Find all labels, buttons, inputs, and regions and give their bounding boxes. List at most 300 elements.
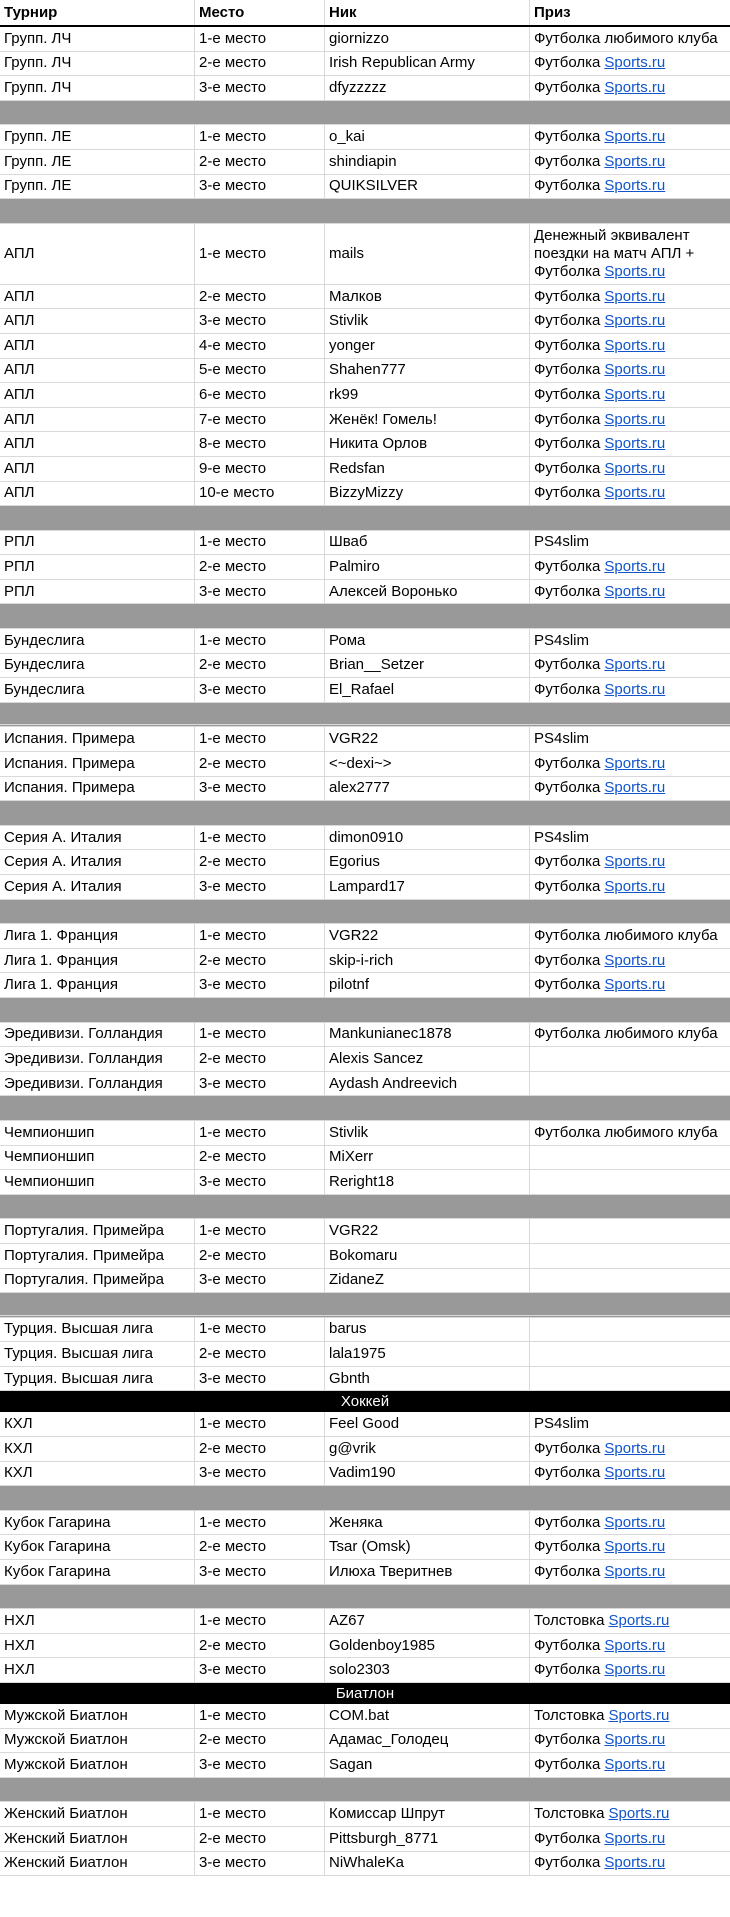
- sports-ru-link[interactable]: Sports.ru: [604, 681, 666, 699]
- sports-ru-link[interactable]: Sports.ru: [604, 1755, 666, 1773]
- prize-cell: [530, 1412, 730, 1436]
- prize-cell: [530, 629, 730, 653]
- tournament-cell: НХЛ: [0, 1658, 195, 1682]
- table-row: [0, 1244, 730, 1269]
- nick-cell: Женёк! Гомель!: [325, 408, 530, 432]
- tournament-cell: Португалия. Примейра: [0, 1219, 195, 1243]
- place-cell: 3-е место: [195, 973, 325, 997]
- section-banner: [0, 1683, 730, 1704]
- tournament-cell: Мужской Биатлон: [0, 1704, 195, 1728]
- prize-text: Футболка: [534, 582, 601, 600]
- table-row: [0, 1704, 730, 1729]
- tournament-cell: Испания. Примера: [0, 777, 195, 801]
- tournament-cell: Серия А. Италия: [0, 850, 195, 874]
- prize-cell: [530, 1609, 730, 1633]
- prize-text: Толстовка: [534, 1706, 605, 1724]
- separator-row: [0, 604, 730, 629]
- place-cell: 6-е место: [195, 383, 325, 407]
- table-row: [0, 924, 730, 949]
- tournament-cell: Кубок Гагарина: [0, 1560, 195, 1584]
- prize-text: Футболка: [534, 1562, 601, 1580]
- tournament-cell: Групп. ЛЧ: [0, 52, 195, 76]
- separator-row: [0, 998, 730, 1023]
- prize-cell: [530, 875, 730, 899]
- place-cell: 2-е место: [195, 1437, 325, 1461]
- nick-cell: Илюха Тверитнев: [325, 1560, 530, 1584]
- nick-cell: Brian__Setzer: [325, 654, 530, 678]
- prize-text: Футболка: [534, 779, 601, 797]
- sports-ru-link[interactable]: Sports.ru: [604, 754, 666, 772]
- sports-ru-link[interactable]: Sports.ru: [604, 459, 666, 477]
- nick-cell: Pittsburgh_8771: [325, 1827, 530, 1851]
- prize-text: Футболка: [534, 1731, 601, 1749]
- place-cell: 1-е место: [195, 727, 325, 751]
- prize-text: Футболка: [534, 1513, 601, 1531]
- tournament-cell: РПЛ: [0, 531, 195, 555]
- tournament-cell: Лига 1. Франция: [0, 924, 195, 948]
- place-cell: 1-е место: [195, 1412, 325, 1436]
- table-row: [0, 777, 730, 802]
- tournament-cell: Кубок Гагарина: [0, 1535, 195, 1559]
- table-row: [0, 150, 730, 175]
- place-cell: 2-е место: [195, 1146, 325, 1170]
- prize-cell: [530, 1535, 730, 1559]
- place-cell: 1-е место: [195, 1704, 325, 1728]
- place-cell: 3-е место: [195, 1560, 325, 1584]
- nick-cell: Redsfan: [325, 457, 530, 481]
- nick-cell: yonger: [325, 334, 530, 358]
- place-cell: 1-е место: [195, 1219, 325, 1243]
- sports-ru-link[interactable]: Sports.ru: [604, 1538, 666, 1556]
- table-row: [0, 1437, 730, 1462]
- tournament-cell: Турция. Высшая лига: [0, 1367, 195, 1391]
- table-row: [0, 1535, 730, 1560]
- tournament-cell: Серия А. Италия: [0, 826, 195, 850]
- prize-text: Футболка любимого клуба: [534, 29, 718, 47]
- table-row: [0, 1802, 730, 1827]
- tournament-cell: Женский Биатлон: [0, 1802, 195, 1826]
- sports-ru-link[interactable]: Sports.ru: [604, 177, 666, 195]
- place-cell: 2-е место: [195, 1342, 325, 1366]
- nick-cell: ZidaneZ: [325, 1269, 530, 1293]
- prize-text: Футболка: [534, 312, 601, 330]
- table-row: [0, 1269, 730, 1294]
- nick-cell: Shahen777: [325, 359, 530, 383]
- prize-cell: [530, 777, 730, 801]
- section-banner-label: Хоккей: [340, 1392, 390, 1410]
- prize-text: Футболка: [534, 78, 601, 96]
- nick-cell: shindiapin: [325, 150, 530, 174]
- prize-text: Футболка: [534, 459, 601, 477]
- prize-cell: [530, 383, 730, 407]
- tournament-cell: Групп. ЛЧ: [0, 27, 195, 51]
- tournament-cell: РПЛ: [0, 555, 195, 579]
- nick-cell: Stivlik: [325, 309, 530, 333]
- sports-ru-link[interactable]: Sports.ru: [604, 435, 666, 453]
- tournament-cell: Групп. ЛЕ: [0, 175, 195, 199]
- sports-ru-link[interactable]: Sports.ru: [604, 78, 666, 96]
- tournament-cell: Бундеслига: [0, 629, 195, 653]
- separator-row: [0, 1195, 730, 1220]
- sports-ru-link[interactable]: Sports.ru: [604, 1661, 666, 1679]
- prize-cell: [530, 285, 730, 309]
- place-cell: 5-е место: [195, 359, 325, 383]
- nick-cell: Комиссар Шпрут: [325, 1802, 530, 1826]
- separator-row: [0, 199, 730, 224]
- sports-ru-link[interactable]: Sports.ru: [604, 385, 666, 403]
- tournament-cell: КХЛ: [0, 1462, 195, 1486]
- tournament-cell: Турция. Высшая лига: [0, 1342, 195, 1366]
- prize-text: Футболка: [534, 1538, 601, 1556]
- table-row: [0, 678, 730, 703]
- sports-ru-link[interactable]: Sports.ru: [604, 361, 666, 379]
- sports-ru-link[interactable]: Sports.ru: [604, 976, 666, 994]
- place-cell: 2-е место: [195, 1244, 325, 1268]
- nick-cell: Lampard17: [325, 875, 530, 899]
- prize-cell: [530, 1367, 730, 1391]
- prize-cell: [530, 76, 730, 100]
- prize-cell: [530, 27, 730, 51]
- table-body: [0, 27, 730, 1876]
- sports-ru-link[interactable]: Sports.ru: [604, 951, 666, 969]
- sports-ru-link[interactable]: Sports.ru: [604, 1731, 666, 1749]
- place-cell: 1-е место: [195, 1023, 325, 1047]
- table-row: [0, 531, 730, 556]
- table-row: [0, 1121, 730, 1146]
- prize-cell: [530, 1047, 730, 1071]
- prize-cell: [530, 1802, 730, 1826]
- section-banner: [0, 1391, 730, 1412]
- place-cell: 3-е место: [195, 76, 325, 100]
- place-cell: 1-е место: [195, 1609, 325, 1633]
- nick-cell: dimon0910: [325, 826, 530, 850]
- place-cell: 1-е место: [195, 1121, 325, 1145]
- prize-cell: [530, 1729, 730, 1753]
- table-row: [0, 850, 730, 875]
- table-row: [0, 1658, 730, 1683]
- nick-cell: Sagan: [325, 1753, 530, 1777]
- sports-ru-link[interactable]: Sports.ru: [604, 54, 666, 72]
- prize-text: Футболка: [534, 1854, 601, 1872]
- place-cell: 2-е место: [195, 150, 325, 174]
- place-cell: 3-е место: [195, 1170, 325, 1194]
- tournament-cell: Групп. ЛЕ: [0, 125, 195, 149]
- prize-wrap: [534, 227, 726, 281]
- prize-cell: [530, 457, 730, 481]
- prize-text: Толстовка: [534, 1805, 605, 1823]
- prize-cell: [530, 1121, 730, 1145]
- sports-ru-link[interactable]: Sports.ru: [604, 262, 666, 280]
- sports-ru-link[interactable]: Sports.ru: [604, 1513, 666, 1531]
- sports-ru-link[interactable]: Sports.ru: [604, 336, 666, 354]
- prize-text: Футболка: [534, 336, 601, 354]
- nick-cell: Рома: [325, 629, 530, 653]
- table-row: [0, 752, 730, 777]
- table-row: [0, 654, 730, 679]
- table-row: [0, 1609, 730, 1634]
- sports-ru-link[interactable]: Sports.ru: [604, 1439, 666, 1457]
- prize-cell: [530, 678, 730, 702]
- prize-cell: [530, 1146, 730, 1170]
- tournament-cell: АПЛ: [0, 334, 195, 358]
- nick-cell: barus: [325, 1318, 530, 1342]
- nick-cell: El_Rafael: [325, 678, 530, 702]
- prize-text: Футболка: [534, 410, 601, 428]
- sports-ru-link[interactable]: Sports.ru: [604, 853, 666, 871]
- sports-ru-link[interactable]: Sports.ru: [604, 779, 666, 797]
- sports-ru-link[interactable]: Sports.ru: [604, 287, 666, 305]
- tournament-cell: Мужской Биатлон: [0, 1729, 195, 1753]
- prize-text: Футболка любимого клуба: [534, 1123, 718, 1141]
- place-cell: 3-е место: [195, 777, 325, 801]
- place-cell: 2-е место: [195, 555, 325, 579]
- table-row: [0, 224, 730, 285]
- sports-ru-link[interactable]: Sports.ru: [604, 484, 666, 502]
- nick-cell: dfyzzzzz: [325, 76, 530, 100]
- tournament-cell: Эредивизи. Голландия: [0, 1047, 195, 1071]
- nick-cell: Reright18: [325, 1170, 530, 1194]
- tournament-cell: Испания. Примера: [0, 727, 195, 751]
- tournament-cell: Групп. ЛЕ: [0, 150, 195, 174]
- place-cell: 2-е место: [195, 1047, 325, 1071]
- nick-cell: mails: [325, 224, 530, 284]
- prize-cell: [530, 52, 730, 76]
- sports-ru-link[interactable]: Sports.ru: [604, 877, 666, 895]
- prize-cell: [530, 1244, 730, 1268]
- nick-cell: Алексей Воронько: [325, 580, 530, 604]
- tournament-cell: Чемпионшип: [0, 1146, 195, 1170]
- prize-text: PS4slim: [534, 730, 590, 748]
- tournament-cell: АПЛ: [0, 359, 195, 383]
- prize-cell: [530, 1462, 730, 1486]
- prize-text: Футболка любимого клуба: [534, 1025, 718, 1043]
- table-row: [0, 1318, 730, 1343]
- place-cell: 7-е место: [195, 408, 325, 432]
- prize-text: Денежный эквивалент поездки на матч АПЛ + Футболка: [534, 226, 695, 280]
- prize-cell: [530, 408, 730, 432]
- sports-ru-link[interactable]: Sports.ru: [604, 410, 666, 428]
- place-cell: 2-е место: [195, 1634, 325, 1658]
- table-header: [0, 0, 730, 27]
- nick-cell: Адамас_Голодец: [325, 1729, 530, 1753]
- table-row: [0, 1146, 730, 1171]
- tournament-cell: Мужской Биатлон: [0, 1753, 195, 1777]
- tournament-cell: Бундеслига: [0, 678, 195, 702]
- prize-text: Футболка: [534, 853, 601, 871]
- place-cell: 2-е место: [195, 850, 325, 874]
- table-row: [0, 973, 730, 998]
- table-row: [0, 334, 730, 359]
- nick-cell: skip-i-rich: [325, 949, 530, 973]
- prize-cell: [530, 309, 730, 333]
- prize-text: Футболка: [534, 951, 601, 969]
- sports-ru-link[interactable]: Sports.ru: [604, 558, 666, 576]
- tournament-cell: Эредивизи. Голландия: [0, 1072, 195, 1096]
- prize-text: Футболка: [534, 976, 601, 994]
- place-cell: 3-е место: [195, 1367, 325, 1391]
- table-row: [0, 1219, 730, 1244]
- prize-cell: [530, 580, 730, 604]
- nick-cell: alex2777: [325, 777, 530, 801]
- table-row: [0, 408, 730, 433]
- nick-cell: Egorius: [325, 850, 530, 874]
- tournament-cell: Португалия. Примейра: [0, 1269, 195, 1293]
- place-cell: 2-е место: [195, 949, 325, 973]
- prize-text: Футболка: [534, 287, 601, 305]
- nick-cell: Gbnth: [325, 1367, 530, 1391]
- nick-cell: Goldenboy1985: [325, 1634, 530, 1658]
- sports-ru-link[interactable]: Sports.ru: [604, 312, 666, 330]
- table-row: [0, 1753, 730, 1778]
- tournament-cell: Женский Биатлон: [0, 1852, 195, 1876]
- tournament-cell: АПЛ: [0, 383, 195, 407]
- prize-text: Футболка: [534, 484, 601, 502]
- table-row: [0, 432, 730, 457]
- nick-cell: Feel Good: [325, 1412, 530, 1436]
- nick-cell: VGR22: [325, 1219, 530, 1243]
- nick-cell: NiWhaleKa: [325, 1852, 530, 1876]
- prize-text: Футболка: [534, 681, 601, 699]
- prize-cell: [530, 1072, 730, 1096]
- nick-cell: VGR22: [325, 924, 530, 948]
- sports-ru-link[interactable]: Sports.ru: [604, 128, 666, 146]
- table-row: [0, 359, 730, 384]
- separator-row: [0, 703, 730, 728]
- prize-text: Футболка: [534, 1829, 601, 1847]
- place-cell: 1-е место: [195, 27, 325, 51]
- table-row: [0, 27, 730, 52]
- nick-cell: <~dexi~>: [325, 752, 530, 776]
- prize-cell: [530, 1023, 730, 1047]
- tournament-cell: Чемпионшип: [0, 1121, 195, 1145]
- place-cell: 1-е место: [195, 1802, 325, 1826]
- prize-cell: [530, 1634, 730, 1658]
- prize-text: PS4slim: [534, 533, 590, 551]
- prize-cell: [530, 850, 730, 874]
- place-cell: 3-е место: [195, 580, 325, 604]
- sports-ru-link[interactable]: Sports.ru: [604, 1562, 666, 1580]
- nick-cell: g@vrik: [325, 1437, 530, 1461]
- place-cell: 3-е место: [195, 1072, 325, 1096]
- table-row: [0, 457, 730, 482]
- table-row: [0, 727, 730, 752]
- separator-row: [0, 1096, 730, 1121]
- sports-ru-link[interactable]: Sports.ru: [604, 152, 666, 170]
- sports-ru-link[interactable]: Sports.ru: [604, 1464, 666, 1482]
- tournament-cell: Бундеслига: [0, 654, 195, 678]
- prize-cell: [530, 727, 730, 751]
- place-cell: 2-е место: [195, 1729, 325, 1753]
- prize-text: Футболка: [534, 128, 601, 146]
- nick-cell: QUIKSILVER: [325, 175, 530, 199]
- tournament-cell: Кубок Гагарина: [0, 1511, 195, 1535]
- prize-text: Футболка: [534, 877, 601, 895]
- nick-cell: lala1975: [325, 1342, 530, 1366]
- sports-ru-link[interactable]: Sports.ru: [604, 1854, 666, 1872]
- sports-ru-link[interactable]: Sports.ru: [608, 1706, 670, 1724]
- prize-cell: [530, 949, 730, 973]
- place-cell: 9-е место: [195, 457, 325, 481]
- prize-text: Футболка: [534, 152, 601, 170]
- table-row: [0, 1023, 730, 1048]
- table-row: [0, 555, 730, 580]
- table-row: [0, 383, 730, 408]
- table-row: [0, 1511, 730, 1536]
- prize-text: Футболка: [534, 54, 601, 72]
- table-row: [0, 1852, 730, 1877]
- separator-row: [0, 1293, 730, 1318]
- sports-ru-link[interactable]: Sports.ru: [604, 656, 666, 674]
- table-row: [0, 76, 730, 101]
- prize-cell: [530, 924, 730, 948]
- tournament-cell: АПЛ: [0, 285, 195, 309]
- prize-cell: [530, 752, 730, 776]
- place-cell: 1-е место: [195, 125, 325, 149]
- tournament-cell: Испания. Примера: [0, 752, 195, 776]
- prize-cell: [530, 150, 730, 174]
- nick-cell: Шваб: [325, 531, 530, 555]
- tournament-cell: Серия А. Италия: [0, 875, 195, 899]
- prize-cell: [530, 1827, 730, 1851]
- table-row: [0, 1462, 730, 1487]
- table-row: [0, 1634, 730, 1659]
- tournament-cell: РПЛ: [0, 580, 195, 604]
- table-row: [0, 629, 730, 654]
- prize-text: Футболка: [534, 385, 601, 403]
- prize-text: Футболка: [534, 656, 601, 674]
- tournament-cell: Португалия. Примейра: [0, 1244, 195, 1268]
- sports-ru-link[interactable]: Sports.ru: [604, 1829, 666, 1847]
- prize-cell: [530, 555, 730, 579]
- prize-text: Футболка: [534, 558, 601, 576]
- table-row: [0, 175, 730, 200]
- prize-text: Футболка любимого клуба: [534, 926, 718, 944]
- nick-cell: COM.bat: [325, 1704, 530, 1728]
- separator-row: [0, 801, 730, 826]
- nick-cell: AZ67: [325, 1609, 530, 1633]
- sports-ru-link[interactable]: Sports.ru: [608, 1805, 670, 1823]
- nick-cell: Женяка: [325, 1511, 530, 1535]
- prize-text: Футболка: [534, 1755, 601, 1773]
- sports-ru-link[interactable]: Sports.ru: [608, 1612, 670, 1630]
- tournament-cell: Чемпионшип: [0, 1170, 195, 1194]
- nick-cell: VGR22: [325, 727, 530, 751]
- table-row: [0, 52, 730, 77]
- place-cell: 1-е место: [195, 1318, 325, 1342]
- nick-cell: Palmiro: [325, 555, 530, 579]
- sports-ru-link[interactable]: Sports.ru: [604, 1636, 666, 1654]
- tournament-cell: АПЛ: [0, 482, 195, 506]
- prize-cell: [530, 1437, 730, 1461]
- prize-text: PS4slim: [534, 1415, 590, 1433]
- table-row: [0, 1827, 730, 1852]
- nick-cell: MiXerr: [325, 1146, 530, 1170]
- place-cell: 2-е место: [195, 52, 325, 76]
- header-prize: Приз: [534, 3, 571, 21]
- prize-cell: [530, 359, 730, 383]
- section-banner-label: Биатлон: [335, 1684, 395, 1702]
- place-cell: 10-е место: [195, 482, 325, 506]
- nick-cell: BizzyMizzy: [325, 482, 530, 506]
- tournament-cell: Женский Биатлон: [0, 1827, 195, 1851]
- sports-ru-link[interactable]: Sports.ru: [604, 582, 666, 600]
- nick-cell: Tsar (Omsk): [325, 1535, 530, 1559]
- prize-text: PS4slim: [534, 631, 590, 649]
- prize-cell: [530, 1318, 730, 1342]
- nick-cell: Irish Republican Army: [325, 52, 530, 76]
- place-cell: 2-е место: [195, 1535, 325, 1559]
- header-nick: Ник: [325, 0, 530, 25]
